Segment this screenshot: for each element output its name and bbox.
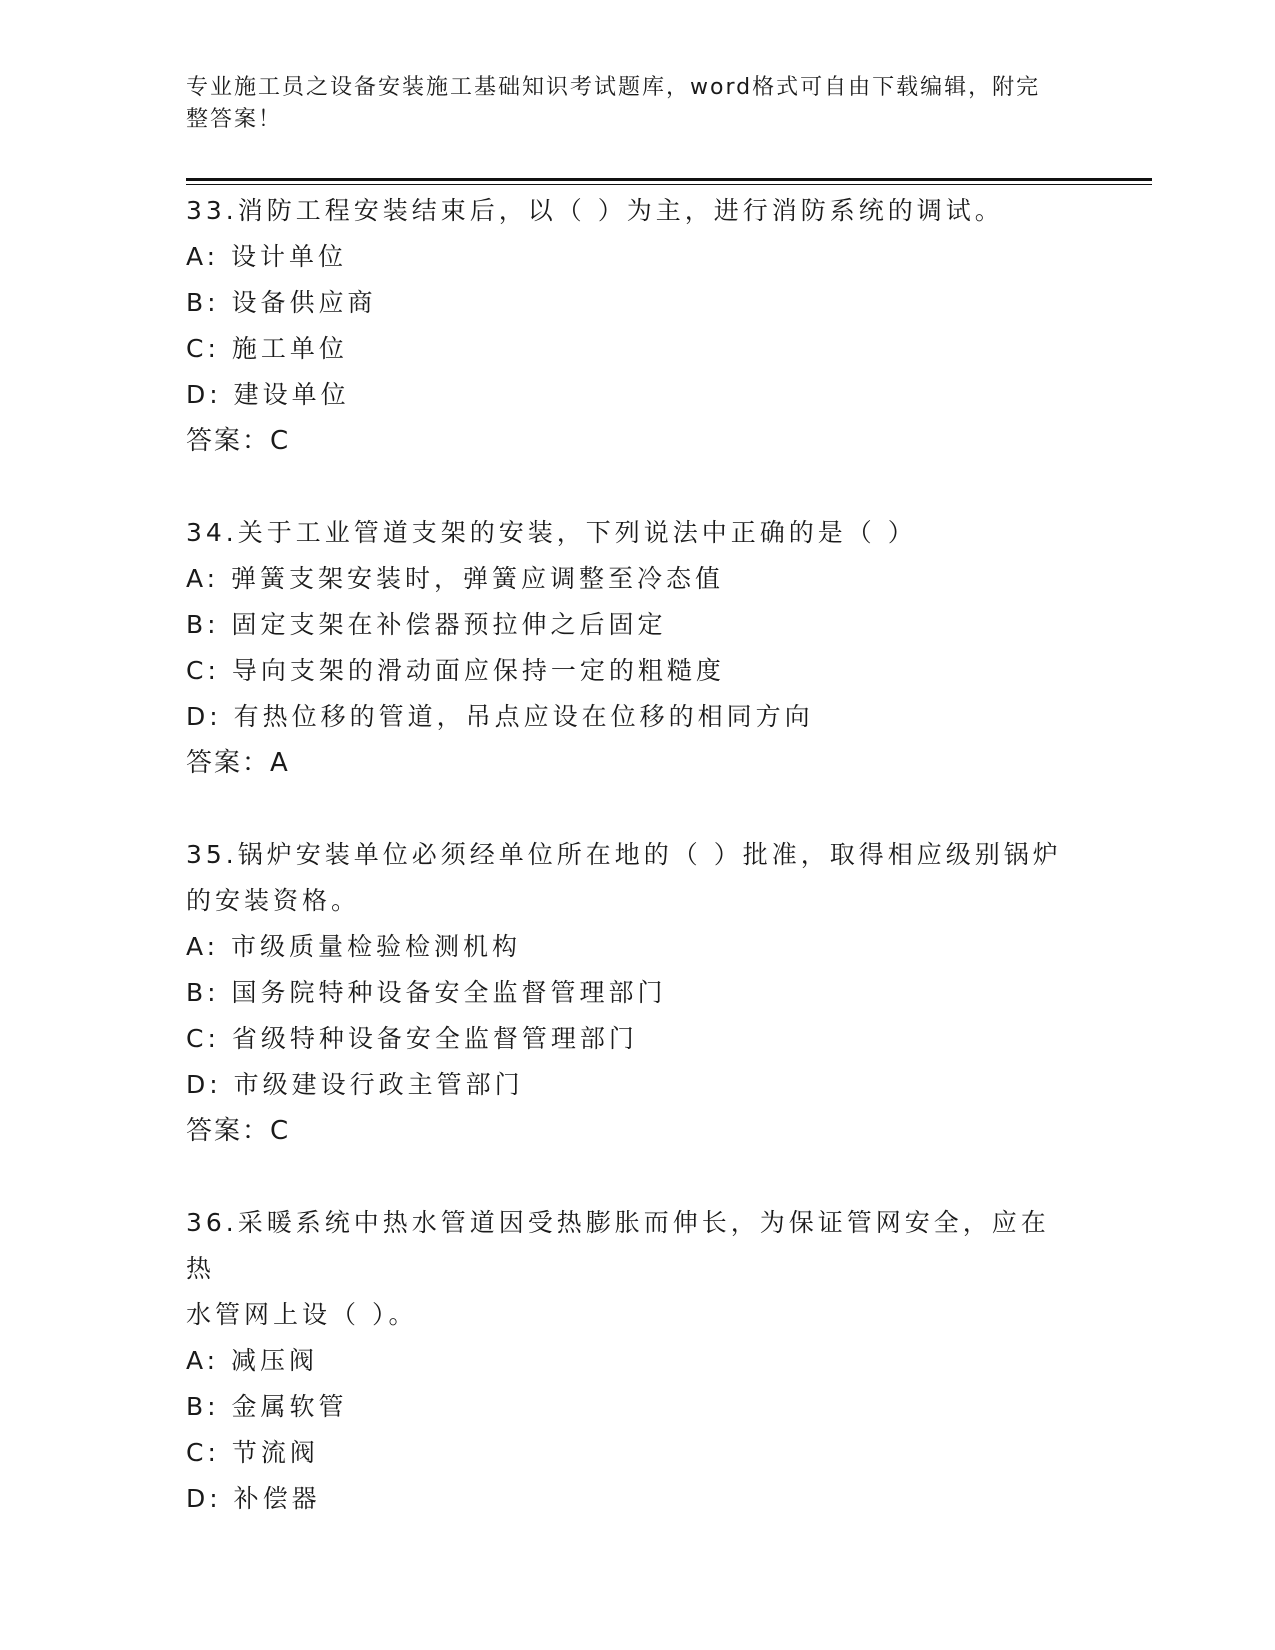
option-b: B: 国务院特种设备安全监督管理部门 [186,978,667,1007]
option-b: B: 金属软管 [186,1392,348,1421]
question-block [186,510,1086,786]
option-a: A: 设计单位 [186,242,348,271]
header-line-2: 整答案！ [186,107,283,132]
option-c: C: 省级特种设备安全监督管理部门 [186,1024,638,1053]
header-divider-thick [186,178,1152,181]
question-spacer [186,786,1086,832]
option-b: B: 固定支架在补偿器预拉伸之后固定 [186,610,667,639]
question-stem-line-2: 的安装资格。 [186,886,361,915]
header-divider-thin [186,184,1152,185]
option-d: D: 市级建设行政主管部门 [186,1070,524,1099]
option-a: A: 市级质量检验检测机构 [186,932,522,961]
option-c: C: 导向支架的滑动面应保持一定的粗糙度 [186,656,725,685]
question-stem-line-1: 36.采暖系统中热水管道因受热膨胀而伸长，为保证管网安全，应在热 [186,1208,1050,1283]
option-a: A: 弹簧支架安装时，弹簧应调整至冷态值 [186,564,725,593]
question-spacer [186,1154,1086,1200]
answer-line: 答案：C [186,1116,291,1146]
option-a: A: 减压阀 [186,1346,319,1375]
document-header [186,72,1056,136]
answer-line: 答案：A [186,748,290,778]
question-stem: 33.消防工程安装结束后，以（ ）为主，进行消防系统的调试。 [186,196,1004,225]
answer-line: 答案：C [186,426,291,456]
option-b: B: 设备供应商 [186,288,377,317]
option-c: C: 施工单位 [186,334,348,363]
question-stem: 34.关于工业管道支架的安装，下列说法中正确的是（ ） [186,518,917,547]
question-spacer [186,464,1086,510]
question-block [186,188,1086,464]
option-c: C: 节流阀 [186,1438,319,1467]
question-list [186,188,1086,1522]
option-d: D: 建设单位 [186,380,350,409]
question-block [186,832,1086,1154]
question-stem-line-1: 35.锅炉安装单位必须经单位所在地的（ ）批准，取得相应级别锅炉 [186,840,1062,869]
option-d: D: 补偿器 [186,1484,321,1513]
header-line-1: 专业施工员之设备安装施工基础知识考试题库，word格式可自由下载编辑，附完 [186,75,1041,100]
option-d: D: 有热位移的管道，吊点应设在位移的相同方向 [186,702,814,731]
question-stem-line-2: 水管网上设（ ）。 [186,1300,418,1329]
question-block [186,1200,1086,1522]
